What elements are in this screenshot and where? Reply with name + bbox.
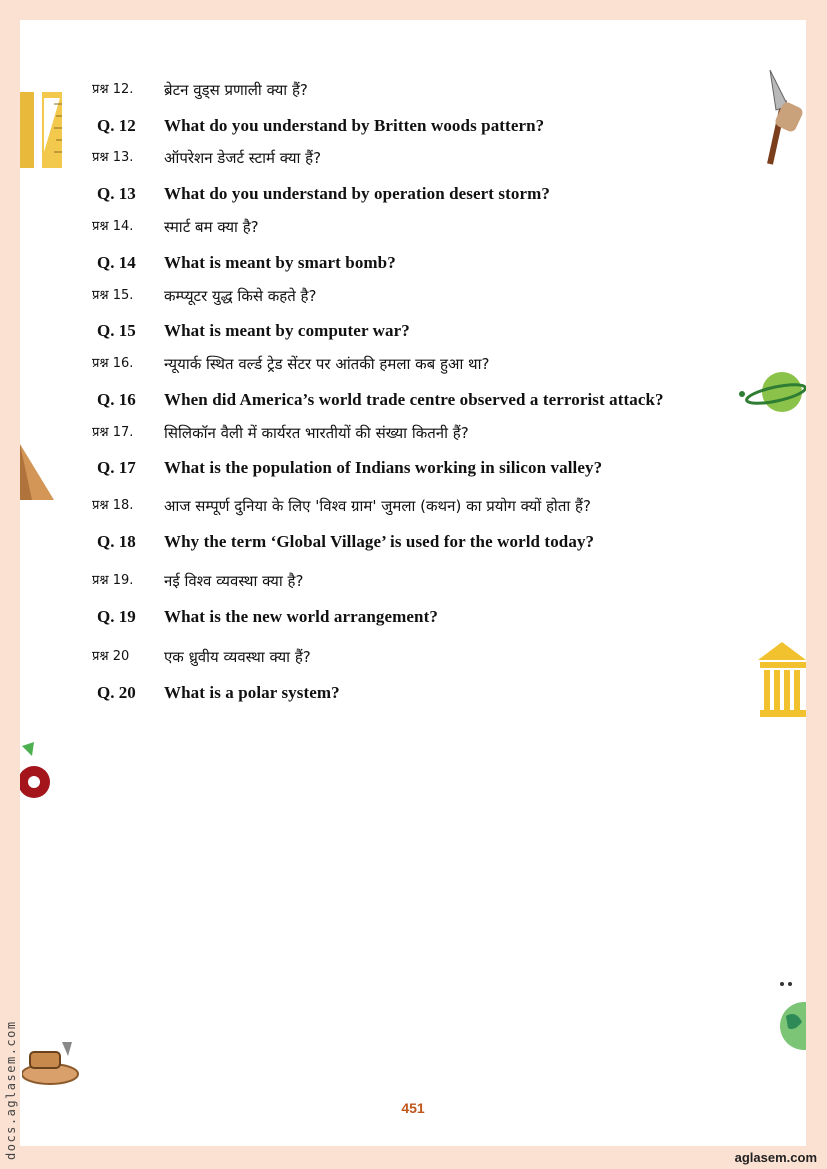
question-label-english: Q. 18 [97, 532, 136, 551]
question-label-english: Q. 15 [97, 321, 136, 340]
question-text-english: What is the new world arrangement? [164, 607, 438, 626]
brand-footer: aglasem.com [734, 1150, 817, 1165]
question-row-hi-16 [20, 352, 806, 376]
question-row-en-16 [20, 388, 806, 412]
question-label-hindi: प्रश्न 17. [92, 425, 134, 440]
question-row-en-20 [20, 681, 806, 705]
question-text-english: What do you understand by Britten woods pattern? [164, 116, 545, 135]
question-row-en-17 [20, 456, 806, 480]
question-text-hindi: एक ध्रुवीय व्यवस्था क्या हैं? [164, 648, 311, 666]
question-label-hindi: प्रश्न 18. [92, 498, 134, 513]
question-text-hindi: ऑपरेशन डेजर्ट स्टार्म क्या हैं? [164, 149, 322, 167]
question-text-hindi: कम्प्यूटर युद्ध किसे कहते है? [164, 287, 317, 305]
question-row-en-12 [20, 114, 806, 138]
question-label-hindi: प्रश्न 12. [92, 82, 134, 97]
question-row-hi-20 [20, 645, 806, 669]
question-row-hi-17 [20, 421, 806, 445]
question-text-hindi: स्मार्ट बम क्या है? [164, 218, 259, 236]
question-label-hindi: प्रश्न 19. [92, 573, 134, 588]
question-label-english: Q. 12 [97, 116, 136, 135]
question-row-en-18 [20, 530, 806, 554]
question-label-hindi: प्रश्न 15. [92, 288, 134, 303]
question-text-english: What is the population of Indians working in silicon valley? [164, 458, 603, 477]
question-text-hindi: न्यूयार्क स्थित वर्ल्ड ट्रेड सेंटर पर आंतकी हमला कब हुआ था? [164, 355, 490, 373]
question-row-hi-14 [20, 215, 806, 239]
question-text-hindi: नई विश्व व्यवस्था क्या है? [164, 572, 304, 590]
hand-tool-icon [22, 1036, 80, 1088]
question-label-hindi: प्रश्न 16. [92, 356, 134, 371]
page-sheet [20, 20, 806, 1146]
question-row-en-13 [20, 182, 806, 206]
question-row-en-15 [20, 319, 806, 343]
question-text-english: What is a polar system? [164, 683, 340, 702]
question-row-en-19 [20, 605, 806, 629]
question-row-hi-15 [20, 284, 806, 308]
question-row-hi-13 [20, 146, 806, 170]
apple-icon [20, 742, 52, 808]
question-row-hi-19 [20, 569, 806, 593]
question-label-english: Q. 14 [97, 253, 136, 272]
question-row-en-14 [20, 251, 806, 275]
question-text-english: What is meant by smart bomb? [164, 253, 396, 272]
question-text-english: Why the term ‘Global Village’ is used for the world today? [164, 532, 595, 551]
question-label-english: Q. 17 [97, 458, 136, 477]
globe-icon [776, 980, 806, 1052]
question-text-hindi: ब्रेटन वुड्स प्रणाली क्या हैं? [164, 81, 308, 99]
question-text-english: What do you understand by operation desert storm? [164, 184, 551, 203]
question-label-hindi: प्रश्न 14. [92, 219, 134, 234]
question-label-english: Q. 20 [97, 683, 136, 702]
question-text-hindi: आज सम्पूर्ण दुनिया के लिए 'विश्व ग्राम' जुमला (कथन) का प्रयोग क्यों होता हैं? [164, 497, 591, 515]
question-label-english: Q. 16 [97, 390, 136, 409]
question-label-english: Q. 19 [97, 607, 136, 626]
question-row-hi-18 [20, 494, 806, 518]
question-label-hindi: प्रश्न 13. [92, 150, 134, 165]
side-watermark: docs.aglasem.com [4, 1020, 18, 1160]
question-text-english: What is meant by computer war? [164, 321, 410, 340]
question-row-hi-12 [20, 78, 806, 102]
question-label-english: Q. 13 [97, 184, 136, 203]
question-text-english: When did America’s world trade centre observed a terrorist attack? [164, 390, 664, 409]
question-text-hindi: सिलिकॉन वैली में कार्यरत भारतीयों की संख्या कितनी हैं? [164, 424, 469, 442]
page-number: 451 [401, 1100, 425, 1116]
question-label-hindi: प्रश्न 20 [92, 649, 130, 664]
